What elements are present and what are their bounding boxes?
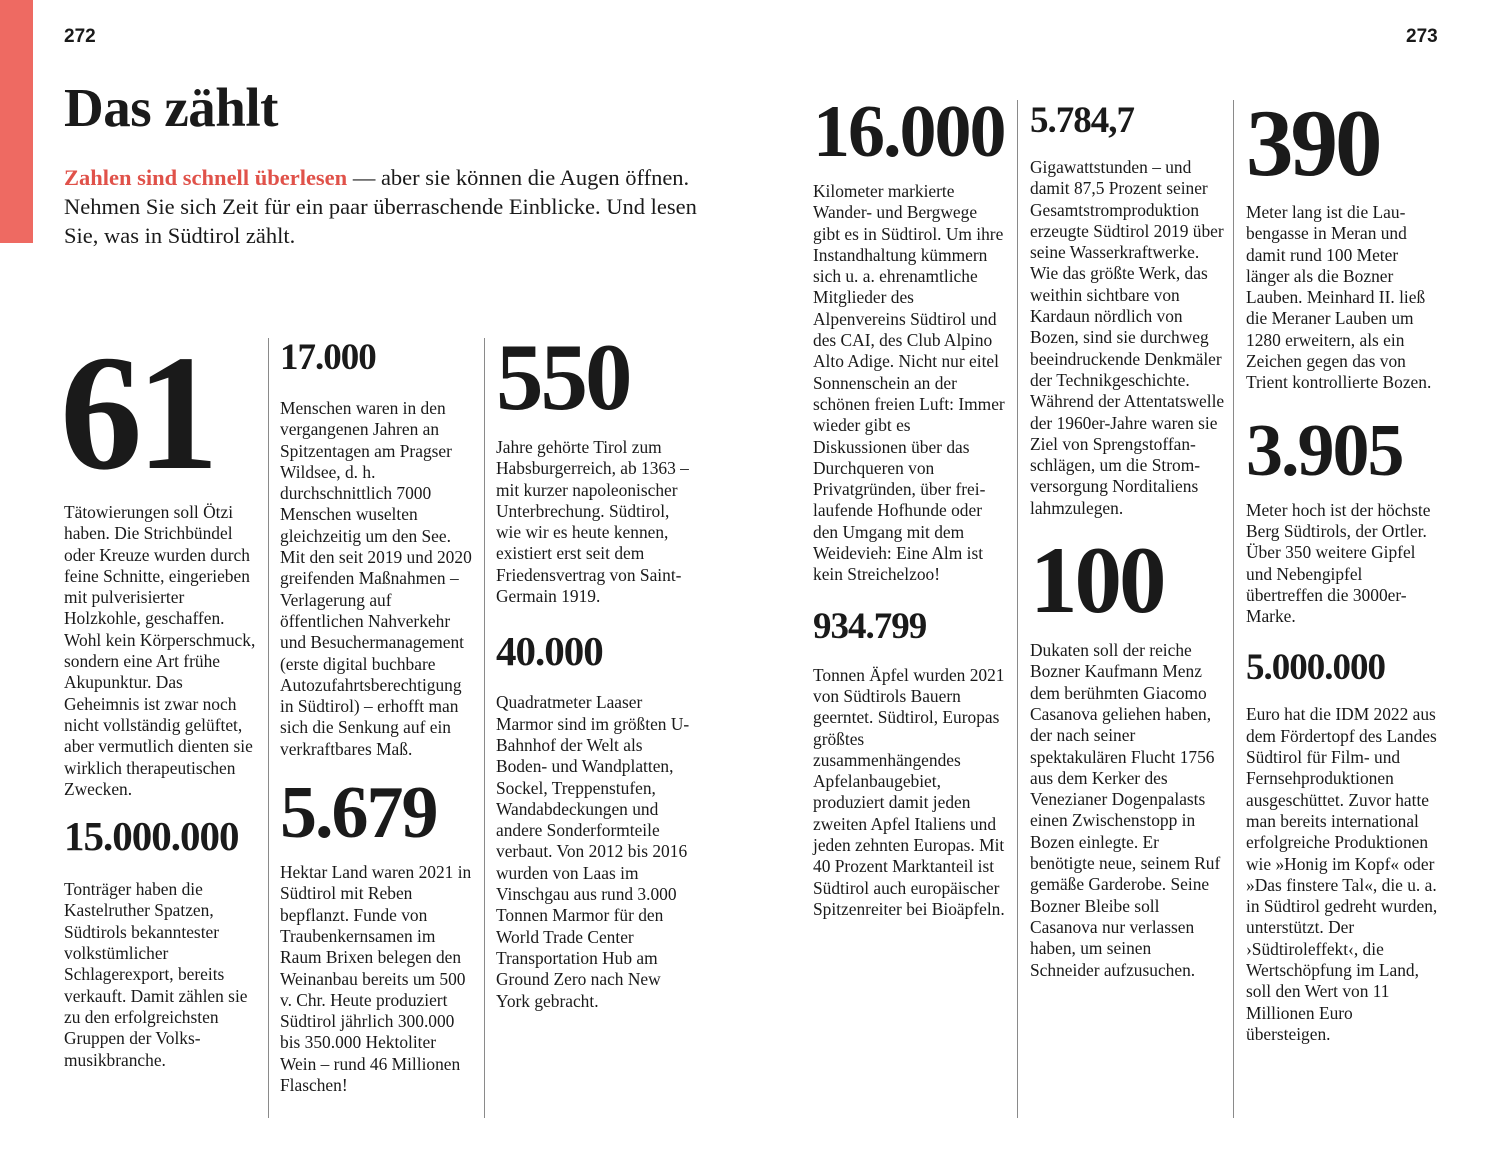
fact-17000 — [280, 339, 475, 760]
fact-number: 100 — [1030, 527, 1164, 634]
column-divider — [268, 338, 269, 1118]
column-6 — [1246, 90, 1441, 1045]
fact-text: Gigawattstunden – und damit 87,5 Prozent seiner Gesamtstromproduktion erzeugte Südtirol 2019 über seine Wasserkraftwerke. Wie das größte Werk, das weithin sichtbare von Kardaun nördlich von Bozen, sind sie durchweg beeindruckende Denkmäler der Technikgeschichte. Während der Attentatswelle der 1960er-Jahre waren sie Ziel von Sprengstoffanschlägen, um die Stromversorgung Norditaliens lahmzulegen. — [1030, 157, 1225, 518]
column-5 — [1030, 102, 1225, 981]
fact-text: Meter hoch ist der höchste Berg Südtirols, der Ortler. Über 350 weitere Gipfel und Nebengipfel übertreffen die 3000er-Marke. — [1246, 499, 1431, 627]
intro-highlight: Zahlen sind schnell überlesen — [64, 165, 348, 190]
fact-text: Menschen waren in den vergangenen Jahren an Spitzentagen am Pragser Wildsee, d. h. durchschnittlich 7000 Menschen wuselten gleichzeitig um den See. Mit den seit 2019 und 2020 greifenden Maßnahmen – Verlagerung auf öffentlichen Nahverkehr und Besuchermanagement (erste digital buchbare Autozufahrtsberechtigung in Südtirol) – erhofft man sich die Senkung auf ein verkraftbares Maß. — [280, 398, 472, 759]
fact-text: Tonnen Äpfel wurden 2021 von Südtirols Bauern geerntet. Südtirol, Europas größtes zusammenhängendes Apfelanbaugebiet, produziert damit jeden zweiten Apfel Italiens und jeden zehnten Europas. Mit 40 Prozent Marktanteil ist Südtirol auch europäischer Spitzenreiter bei Bioäpfeln. — [813, 664, 1005, 919]
fact-390 — [1246, 90, 1441, 394]
fact-15000000 — [64, 813, 259, 1071]
fact-5679 — [280, 772, 475, 1096]
fact-16000 — [813, 91, 1008, 586]
fact-text: Euro hat die IDM 2022 aus dem Fördertopf des Landes Südtirol für Film- und Fernsehproduktionen ausgeschüttet. Zuvor hatte man bereits international erfolgreiche Produktionen wie »Honig im Kopf« oder »Das finstere Tal«, die u. a. in Südtirol gedreht wurden, unterstützt. Der ›Südtiroleffekt‹, die Wertschöpfung im Land, soll den Wert von 11 Millionen Euro übersteigen. — [1246, 704, 1438, 1044]
fact-number: 16.000 — [813, 91, 1005, 173]
page-number-left: 272 — [64, 26, 96, 47]
fact-3905 — [1246, 409, 1441, 628]
fact-number: 5.679 — [280, 772, 437, 855]
fact-number: 390 — [1246, 90, 1380, 196]
fact-934799 — [813, 605, 1008, 921]
fact-5784 — [1030, 102, 1225, 519]
fact-100 — [1030, 527, 1225, 981]
intro-text: — aber sie können die Augen öffnen. Nehmen Sie sich Zeit für ein paar überraschende Einblicke. Und lesen Sie, was in Südtirol zählt. — [64, 165, 697, 248]
fact-text: Tonträger haben die Kastelruther Spatzen, Südtirols bekanntester volkstümlicher Schlagerexport, bereits verkauft. Damit zählen sie zu den erfolgreichsten Gruppen der Volksmusikbranche. — [64, 879, 248, 1070]
fact-number: 17.000 — [280, 337, 376, 378]
fact-text: Quadratmeter Laaser Marmor sind im größten U-Bahnhof der Welt als Boden- und Wandplatten, Sockel, Treppenstufen, Wandabdeckungen und andere Sonderformteile verbaut. Von 2012 bis 2016 wurden von Laas im Vinschgau aus rund 3.000 Tonnen Marmor für den World Trade Center Transportation Hub am Ground Zero nach New York gebracht. — [496, 692, 690, 1011]
fact-number: 3.905 — [1246, 409, 1403, 492]
fact-61 — [60, 321, 259, 800]
fact-text: Tätowierungen soll Ötzi haben. Die Strichbündel oder Kreuze wurden durch feine Schnitte, eingerieben mit pulverisierter Holzkohle, geschaffen. Wohl kein Körperschmuck, sondern eine Art frühe Akupunktur. Das Geheimnis ist zwar noch nicht vollständig gelüftet, aber vermutlich dienten sie wirklich therapeutischen Zwecken. — [64, 502, 256, 799]
column-4 — [813, 91, 1008, 920]
intro-paragraph — [64, 163, 704, 250]
column-2 — [280, 339, 475, 1096]
fact-5000000 — [1246, 649, 1441, 1045]
fact-text: Meter lang ist die Laubengasse in Meran und damit rund 100 Meter länger als die Bozner Lauben. Meinhard II. ließ die Meraner Lauben um 1280 erweitern, als ein Zeichen gegen das von Trient kontrollierte Bozen. — [1246, 202, 1432, 393]
fact-number: 934.799 — [813, 605, 927, 647]
fact-number: 550 — [496, 324, 630, 430]
fact-number: 5.784,7 — [1030, 100, 1134, 141]
column-divider — [1017, 100, 1018, 1118]
fact-number: 15.000.000 — [64, 813, 239, 860]
fact-550 — [496, 324, 691, 607]
page-title: Das zählt — [64, 77, 278, 138]
column-divider — [1233, 100, 1234, 1118]
column-1 — [60, 321, 259, 1071]
fact-number: 5.000.000 — [1246, 647, 1385, 689]
page-number-right: 273 — [1406, 26, 1438, 47]
fact-text: Dukaten soll der reiche Bozner Kaufmann Menz dem berühmten Giacomo Casanova geliehen haben, der nach seiner spektakulären Flucht 1756 aus dem Kerker des Venezianer Dogenpalasts einen Zwischenstopp in Bozen einlegte. Er benötigte neue, seinem Ruf gemäße Garderobe. Seine Bozner Bleibe soll Casanova nur verlassen haben, um seinen Schneider aufzusuchen. — [1030, 640, 1221, 980]
column-3 — [496, 324, 691, 1012]
fact-number: 40.000 — [496, 628, 603, 675]
column-divider — [484, 338, 485, 1118]
red-accent-bar — [0, 0, 33, 243]
fact-number: 61 — [60, 321, 213, 504]
fact-40000 — [496, 628, 691, 1011]
fact-text: Jahre gehörte Tirol zum Habsburgerreich, ab 1363 – mit kurzer napoleonischer Unterbrechung. Südtirol, wie wir es heute kennen, existiert erst seit dem Friedensvertrag von Saint-Germain 1919. — [496, 437, 689, 607]
fact-text: Kilometer markierte Wander- und Bergwege gibt es in Südtirol. Um ihre Instandhaltung kümmern sich u. a. ehrenamtliche Mitglieder des Alpenvereins Südtirol und des CAI, des Club Alpino Alto Adige. Nicht nur eitel Sonnenschein an der schönen freien Luft: Immer wieder gibt es Diskussionen über das Durchqueren von Privatgründen, über freilaufende Hofhunde oder den Umgang mit dem Weidevieh: Eine Alm ist kein Streichelzoo! — [813, 181, 1005, 585]
fact-text: Hektar Land waren 2021 in Südtirol mit Reben bepflanzt. Funde von Traubenkernsamen im Raum Brixen belegen den Weinanbau bereits um 500 v. Chr. Heute produziert Südtirol jährlich 300.000 bis 350.000 Hektoliter Wein – rund 46 Millionen Flaschen! — [280, 862, 472, 1096]
